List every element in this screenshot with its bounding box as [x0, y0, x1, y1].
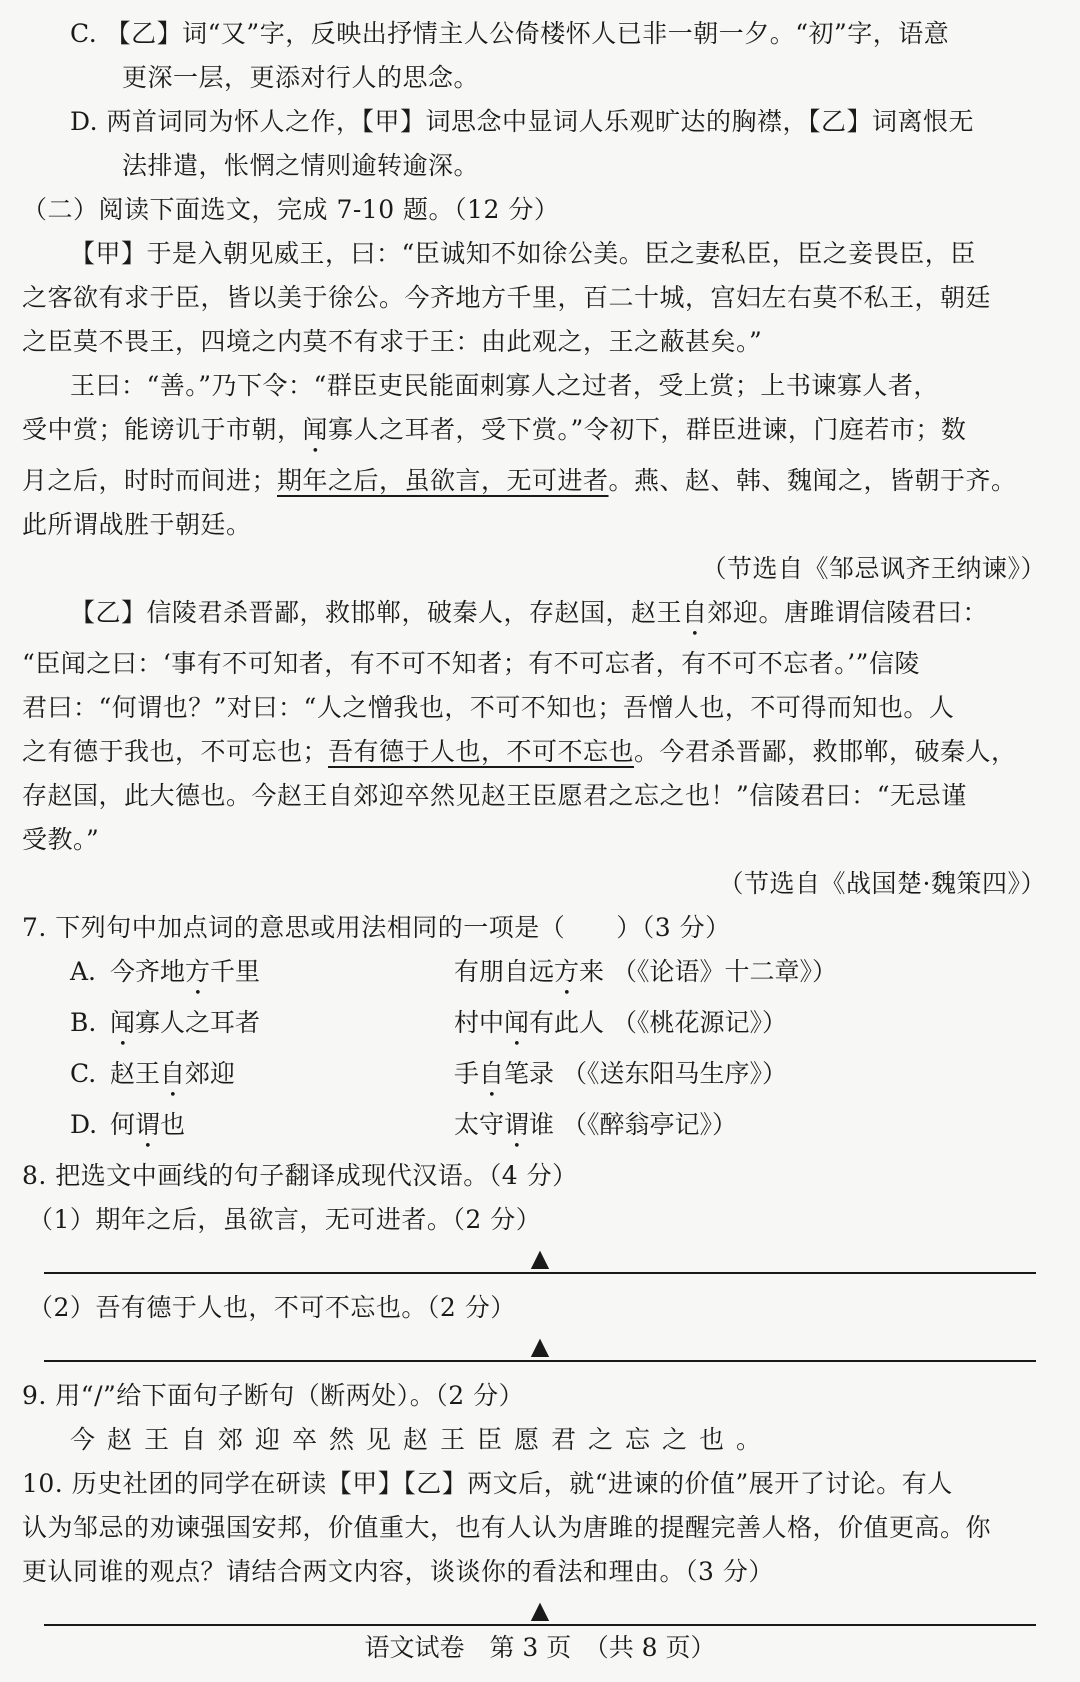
dotted-word: 谓 — [135, 1110, 161, 1139]
phrase-text: 郊迎 — [185, 1059, 236, 1088]
dotted-word: 自 — [479, 1059, 505, 1088]
option-left-phrase — [110, 1001, 454, 1052]
passage-yi-line: 存赵国，此大德也。今赵王自郊迎卒然见赵王臣愿君之忘之也！”信陵君曰：“无忌谨 — [22, 781, 967, 810]
q10-line: 10. 历史社团的同学在研读【甲】【乙】两文后，就“进谏的价值”展开了讨论。有人 — [22, 1469, 953, 1498]
answer-line[interactable] — [44, 1242, 1036, 1280]
dotted-word: 方 — [185, 957, 211, 986]
phrase-text: 来 （《论语》十二章》） — [579, 957, 837, 986]
phrase-text: 寡人之耳者 — [135, 1008, 261, 1037]
passage-yi-line: “臣闻之曰：‘事有不可知者，有不可不知者；有不可忘者，有不可不忘者。’”信陵 — [22, 649, 920, 678]
passage-jia-line: 【甲】于是入朝见威王，曰：“臣诚知不如徐公美。臣之妻私臣，臣之妾畏臣，臣 — [70, 239, 976, 268]
q7-stem: 7. 下列句中加点词的意思或用法相同的一项是（ ）（3 分） — [22, 913, 731, 942]
passage-jia-source: （节选自《邹忌讽齐王纳谏》） — [701, 554, 1046, 583]
passage-yi-source: （节选自《战国楚·魏策四》） — [718, 869, 1046, 898]
option-d-line1: D. 两首词同为怀人之作，【甲】词思念中显词人乐观旷达的胸襟，【乙】词离恨无 — [70, 107, 975, 136]
phrase-text: 有此人 （《桃花源记》） — [529, 1008, 787, 1037]
option-right-phrase — [454, 1052, 1058, 1103]
q8-subquestion-1: （1）期年之后，虽欲言，无可进者。（2 分） — [28, 1205, 542, 1234]
answer-line[interactable] — [44, 1594, 1036, 1632]
phrase-text: 笔录 （《送东阳马生序》） — [504, 1059, 787, 1088]
q10-line: 更认同谁的观点？请结合两文内容，谈谈你的看法和理由。（3 分） — [22, 1557, 774, 1586]
dotted-word: 闻 — [302, 415, 329, 444]
phrase-text: 村中 — [454, 1008, 505, 1037]
dotted-word: 自 — [160, 1059, 186, 1088]
phrase-text: 也 — [160, 1110, 186, 1139]
underlined-sentence: 期年之后，虽欲言，无可进者 — [277, 466, 609, 495]
passage-jia-line: 王曰：“善。”乃下令：“群臣吏民能面刺寡人之过者，受上赏；上书谏寡人者， — [70, 371, 939, 400]
passage-yi-line: 【乙】信陵君杀晋鄙，救邯郸，破秦人，存赵国，赵王自郊迎。唐雎谓信陵君曰： — [70, 598, 989, 627]
section-heading: （二）阅读下面选文，完成 7-10 题。（12 分） — [22, 195, 560, 224]
q9-sentence: 今赵王自郊迎卒然见赵王臣愿君之忘之也。 — [70, 1425, 774, 1454]
answer-rule — [44, 1360, 1036, 1362]
q7-option-row — [22, 1052, 1058, 1103]
dotted-word: 谓 — [504, 1110, 530, 1139]
option-label: B. — [70, 1008, 97, 1037]
option-left-phrase — [110, 1103, 454, 1154]
option-right-phrase — [454, 950, 1058, 1001]
q8-stem: 8. 把选文中画线的句子翻译成现代汉语。（4 分） — [22, 1161, 578, 1190]
option-d-line2: 法排遣，怅惘之情则逾转逾深。 — [122, 151, 480, 180]
phrase-text: 今齐地 — [110, 957, 186, 986]
phrase-text: 千里 — [210, 957, 261, 986]
phrase-text: 手 — [454, 1059, 480, 1088]
page-footer: 语文试卷 第 3 页 （共 8 页） — [364, 1633, 716, 1662]
q7-options — [22, 950, 1058, 1154]
option-c-line1: C. 【乙】词“又”字，反映出抒情主人公倚楼怀人已非一朝一夕。“初”字，语意 — [70, 19, 950, 48]
answer-rule — [44, 1624, 1036, 1626]
option-label: A. — [70, 957, 97, 986]
q8-subquestion-2: （2）吾有德于人也，不可不忘也。（2 分） — [28, 1293, 516, 1322]
dotted-word: 闻 — [504, 1008, 530, 1037]
q7-option-row — [22, 950, 1058, 1001]
phrase-text: 赵王 — [110, 1059, 161, 1088]
answer-line[interactable] — [44, 1330, 1036, 1368]
q7-option-row — [22, 1001, 1058, 1052]
option-label: C. — [70, 1059, 97, 1088]
phrase-text: 太守 — [454, 1110, 505, 1139]
underlined-sentence: 吾有德于人也，不可不忘也 — [328, 737, 635, 766]
passage-jia-line: 受中赏；能谤讥于市朝，闻寡人之耳者，受下赏。”令初下，群臣进谏，门庭若市；数 — [22, 415, 967, 444]
option-right-phrase — [454, 1001, 1058, 1052]
option-left-phrase — [110, 1052, 454, 1103]
phrase-text: 谁 （《醉翁亭记》） — [529, 1110, 737, 1139]
dotted-word: 方 — [554, 957, 580, 986]
q7-option-row — [22, 1103, 1058, 1154]
answer-rule — [44, 1272, 1036, 1274]
option-right-phrase — [454, 1103, 1058, 1154]
dotted-word: 闻 — [110, 1008, 136, 1037]
passage-jia-line: 之臣莫不畏王，四境之内莫不有求于王：由此观之，王之蔽甚矣。” — [22, 327, 763, 356]
answer-marker-triangle: ▲ — [530, 1332, 550, 1360]
passage-yi-line: 之有德于我也，不可忘也；吾有德于人也，不可不忘也。今君杀晋鄙，救邯郸，破秦人， — [22, 737, 1017, 766]
passage-jia-line: 此所谓战胜于朝廷。 — [22, 510, 252, 539]
phrase-text: 有朋自远 — [454, 957, 555, 986]
answer-marker-triangle: ▲ — [530, 1596, 550, 1624]
phrase-text: 何 — [110, 1110, 136, 1139]
answer-marker-triangle: ▲ — [530, 1244, 550, 1272]
passage-jia-line: 月之后，时时而间进；期年之后，虽欲言，无可进者。燕、赵、韩、魏闻之，皆朝于齐。 — [22, 466, 1017, 495]
dotted-word: 自 — [682, 598, 708, 627]
q9-stem: 9. 用“/”给下面句子断句（断两处）。（2 分） — [22, 1381, 525, 1410]
passage-yi-line: 受教。” — [22, 825, 100, 854]
q10-line: 认为邹忌的劝谏强国安邦，价值重大，也有人认为唐雎的提醒完善人格，价值更高。你 — [22, 1513, 992, 1542]
option-left-phrase — [110, 950, 454, 1001]
option-c-line2: 更深一层，更添对行人的思念。 — [122, 63, 480, 92]
passage-jia-line: 之客欲有求于臣，皆以美于徐公。今齐地方千里，百二十城，宫妇左右莫不私王，朝廷 — [22, 283, 992, 312]
passage-yi-line: 君曰：“何谓也？”对曰：“人之憎我也，不可不知也；吾憎人也，不可得而知也。人 — [22, 693, 955, 722]
option-label: D. — [70, 1110, 98, 1139]
